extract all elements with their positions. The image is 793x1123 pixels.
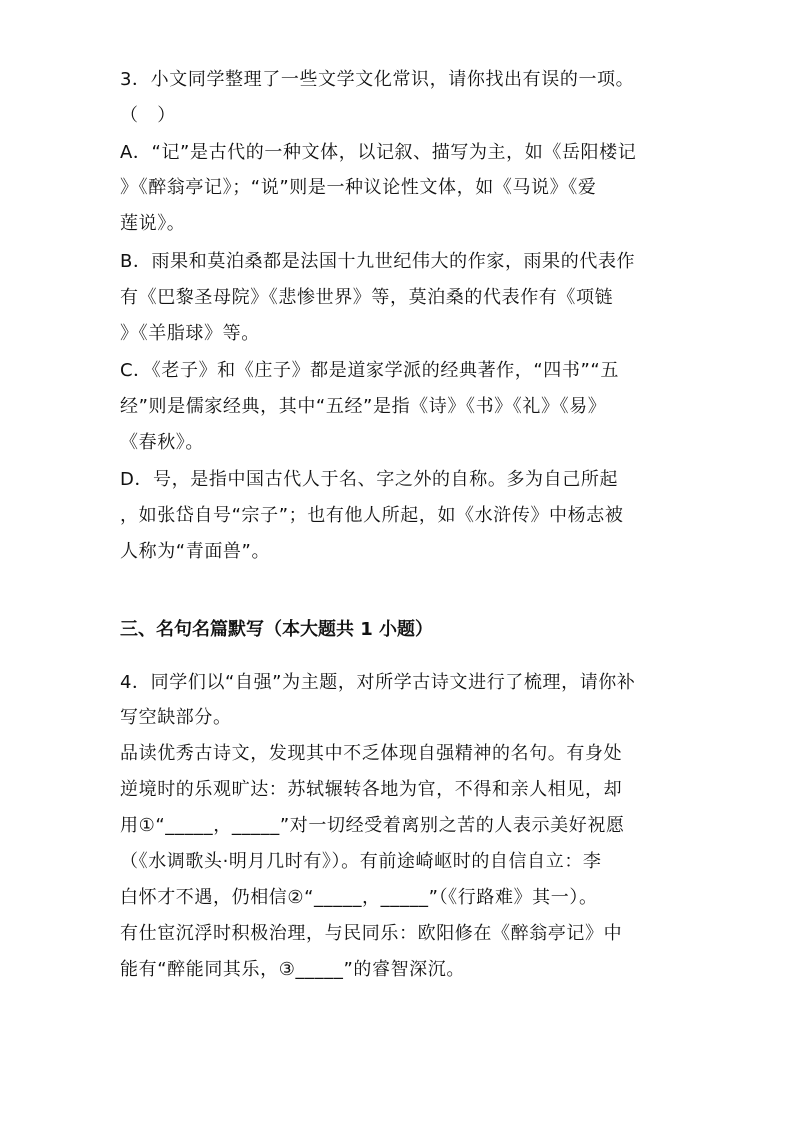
question4-line9: 能有“醉能同其乐，③_____”的睿智深沉。 (120, 959, 465, 980)
question3-answer-bracket: （ ） (120, 105, 176, 126)
option-c-line1: C．《老子》和《庄子》都是道家学派的经典著作，“四书”“五 (120, 360, 619, 381)
section-title: 三、名句名篇默写（本大题共 1 小题） (120, 619, 434, 640)
option-a-line1: A．“记”是古代的一种文体，以记叙、描写为主，如《岳阳楼记 (120, 142, 637, 163)
option-a-line3: 莲说》。 (120, 213, 186, 234)
option-d-line1: D．号，是指中国古代人于名、字之外的自称。多为自己所起 (120, 469, 619, 490)
option-c-line3: 《春秋》。 (120, 432, 204, 453)
question3-stem-line1: 3．小文同学整理了一些文学文化常识，请你找出有误的一项。 (120, 69, 635, 90)
question4-line2: 写空缺部分。 (120, 707, 232, 728)
question4-line3: 品读优秀古诗文，发现其中不乏体现自强精神的名句。有身处 (120, 743, 623, 764)
option-b-line2: 有《巴黎圣母院》《悲惨世界》等，莫泊桑的代表作有《项链 (120, 287, 614, 308)
question4-line4: 逆境时的乐观旷达：苏轼辗转各地为官，不得和亲人相见，却 (120, 779, 623, 800)
option-d-line2: ，如张岱自号“宗子”；也有他人所起，如《水浒传》中杨志被 (120, 505, 624, 526)
question4-line8: 有仕宦沉浮时积极治理，与民同乐：欧阳修在《醉翁亭记》中 (120, 923, 623, 944)
question4-line6: （《水调歌头·明月几时有》）。有前途崎岖时的自信自立：李 (120, 851, 602, 872)
option-a-line2: 》《醉翁亭记》；“说”则是一种议论性文体，如《马说》《爱 (120, 177, 597, 198)
question4-line1: 4．同学们以“自强”为主题，对所学古诗文进行了梳理，请你补 (120, 672, 636, 693)
option-b-line1: B．雨果和莫泊桑都是法国十九世纪伟大的作家，雨果的代表作 (120, 251, 636, 272)
option-b-line3: 》《羊脂球》等。 (120, 323, 260, 344)
option-c-line2: 经”则是儒家经典，其中“五经”是指《诗》《书》《礼》《易》 (120, 396, 607, 417)
option-d-line3: 人称为“青面兽”。 (120, 541, 271, 562)
question4-line7: 白怀才不遇，仍相信②“_____，_____”（《行路难》其一）。 (120, 887, 598, 908)
question4-line5: 用①“_____，_____”对一切经受着离别之苦的人表示美好祝愿 (120, 815, 625, 836)
